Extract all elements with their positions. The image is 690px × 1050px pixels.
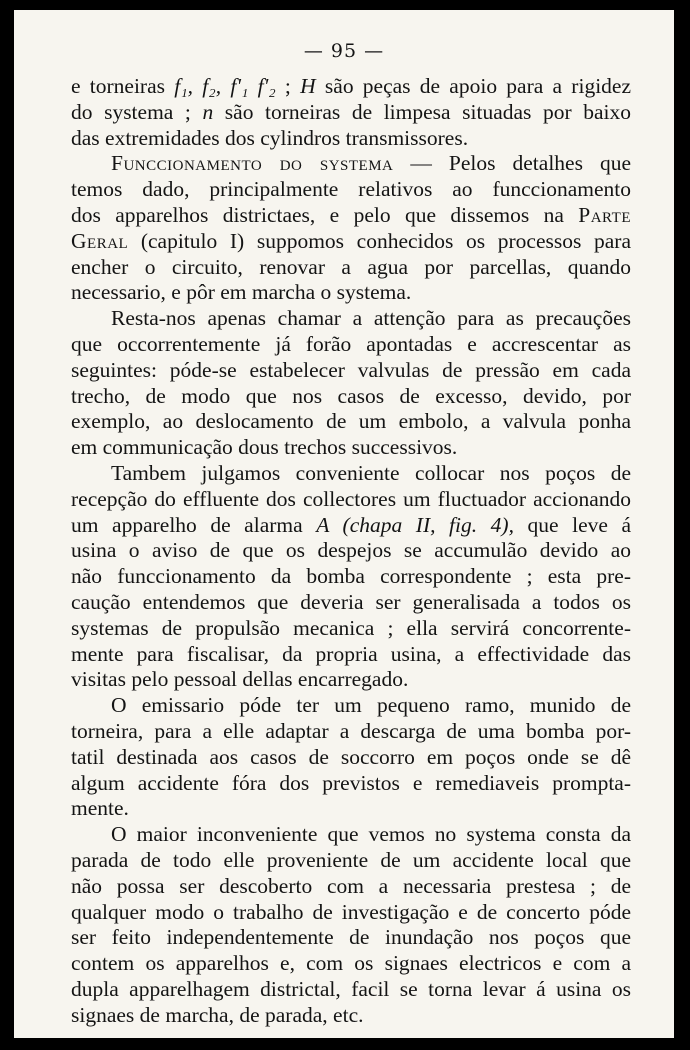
text-segment: caução entendemos que deveria ser generalisada a todos os bbox=[71, 589, 631, 614]
text-segment: mente. bbox=[71, 796, 129, 821]
text-segment: dos apparelhos districtaes, e pelo que dissemos na bbox=[71, 202, 579, 227]
text-segment: recepção do effluente dos collectores um fluctuador accionando bbox=[71, 486, 631, 511]
text-segment: exemplo, ao deslocamento de um embolo, a valvula ponha bbox=[71, 409, 631, 434]
text-line bbox=[71, 719, 631, 745]
text-segment: não funccionamento da bomba correspondente ; esta pre- bbox=[71, 564, 631, 589]
text-segment: torneira, para a elle adaptar a descarga de uma bomba por- bbox=[71, 718, 631, 743]
text-segment: visitas pelo pessoal dellas encarregado. bbox=[71, 667, 409, 692]
text-line bbox=[71, 358, 631, 384]
paragraph bbox=[71, 306, 631, 461]
text-segment: contem os apparelhos e, com os signaes electricos e com a bbox=[71, 951, 631, 976]
text-line bbox=[71, 925, 631, 951]
text-line bbox=[71, 693, 631, 719]
text-segment: Tambem julgamos conveniente collocar nos poços de bbox=[111, 460, 631, 485]
text-segment: das extremidades dos cylindros transmissores. bbox=[71, 125, 469, 150]
text-line bbox=[71, 461, 631, 487]
text-line bbox=[71, 100, 631, 126]
text-line bbox=[71, 771, 631, 797]
text-line bbox=[71, 874, 631, 900]
text-segment: que occorrentemente já forão apontadas e accrescentar as bbox=[71, 331, 631, 356]
text-segment: ser feito independentemente de inundação nos poços que bbox=[71, 925, 631, 950]
text-segment: signaes de marcha, de parada, etc. bbox=[71, 1002, 364, 1027]
page-number: — 95 — bbox=[303, 40, 385, 62]
paragraph bbox=[71, 822, 631, 1028]
text-segment: O emissario póde ter um pequeno ramo, munido de bbox=[111, 693, 631, 718]
text-segment: n bbox=[202, 99, 214, 124]
text-segment: são peças de apoio para a rigidez bbox=[315, 74, 631, 98]
text-line bbox=[71, 822, 631, 848]
text-line bbox=[71, 384, 631, 410]
text-segment: trecho, de modo que nos casos de excesso, devido, por bbox=[71, 383, 631, 408]
text-segment: Geral bbox=[71, 228, 129, 253]
text-segment: qualquer modo o trabalho de investigação e de concerto póde bbox=[71, 899, 631, 924]
text-segment: parada de todo elle proveniente de um accidente local que bbox=[71, 847, 631, 872]
text-segment: mente para fiscalisar, da propria usina, a effectividade das bbox=[71, 641, 631, 666]
text-line bbox=[71, 255, 631, 281]
paragraph bbox=[71, 693, 631, 822]
text-line bbox=[71, 745, 631, 771]
text-line bbox=[71, 900, 631, 926]
text-segment: seguintes: póde-se estabelecer valvulas de pressão em cada bbox=[71, 357, 631, 382]
text-line bbox=[71, 74, 631, 100]
text-line bbox=[71, 332, 631, 358]
text-line bbox=[71, 513, 631, 539]
text-line bbox=[71, 409, 631, 435]
page-body-text bbox=[71, 74, 631, 1028]
text-segment: usina o aviso de que os despejos se accumulão devido ao bbox=[71, 538, 631, 563]
text-line bbox=[71, 151, 631, 177]
text-segment: Funccionamento do systema bbox=[111, 151, 394, 176]
text-line bbox=[71, 1003, 631, 1029]
text-segment: não possa ser descoberto com a necessaria prestesa ; de bbox=[71, 873, 631, 898]
text-segment: (capitulo I) suppomos conhecidos os processos para bbox=[128, 228, 631, 253]
text-segment: são torneiras de limpesa situadas por baixo bbox=[213, 99, 631, 124]
text-segment: systemas de propulsão mecanica ; ella servirá concorrente- bbox=[71, 615, 631, 640]
text-line bbox=[71, 538, 631, 564]
text-line bbox=[71, 796, 631, 822]
text-line bbox=[71, 848, 631, 874]
text-segment: do systema ; bbox=[71, 99, 203, 124]
paragraph bbox=[71, 151, 631, 306]
paragraph bbox=[71, 461, 631, 693]
text-segment: A (chapa II, fig. 4), bbox=[316, 512, 514, 537]
text-segment: H bbox=[300, 74, 316, 98]
text-line bbox=[71, 280, 631, 306]
text-line bbox=[71, 951, 631, 977]
text-line bbox=[71, 487, 631, 513]
text-line bbox=[71, 435, 631, 461]
text-line bbox=[71, 177, 631, 203]
text-line bbox=[71, 616, 631, 642]
text-segment: O maior inconveniente que vemos no systema consta da bbox=[111, 822, 631, 847]
text-line bbox=[71, 667, 631, 693]
text-segment: ; bbox=[275, 74, 301, 98]
text-segment: um apparelho de alarma bbox=[71, 512, 317, 537]
text-segment: f₁, f₂, f'₁ f'₂ bbox=[174, 74, 276, 98]
text-line bbox=[71, 126, 631, 152]
text-segment: encher o circuito, renovar a agua por parcellas, quando bbox=[71, 254, 631, 279]
text-line bbox=[71, 306, 631, 332]
text-segment: Parte bbox=[578, 202, 631, 227]
text-line bbox=[71, 564, 631, 590]
text-line bbox=[71, 642, 631, 668]
text-segment: necessario, e pôr em marcha o systema. bbox=[71, 280, 412, 305]
text-segment: em communicação dous trechos successivos. bbox=[71, 435, 458, 460]
text-segment: temos dado, principalmente relativos ao funccionamento bbox=[71, 177, 631, 202]
paragraph bbox=[71, 74, 631, 151]
text-line bbox=[71, 229, 631, 255]
text-segment: tatil destinada aos casos de soccorro em poços onde se dê bbox=[71, 744, 631, 769]
text-line bbox=[71, 203, 631, 229]
book-page bbox=[14, 10, 674, 1038]
text-segment: algum accidente fóra dos previstos e remediaveis prompta- bbox=[71, 770, 631, 795]
text-segment: Resta-nos apenas chamar a attenção para as precauções bbox=[111, 306, 631, 331]
text-segment: — Pelos detalhes que bbox=[393, 151, 631, 176]
text-segment: dupla apparelhagem districtal, facil se torna levar á usina os bbox=[71, 976, 631, 1001]
text-segment: que leve á bbox=[513, 512, 631, 537]
text-line bbox=[71, 977, 631, 1003]
text-line bbox=[71, 590, 631, 616]
text-segment: e torneiras bbox=[71, 74, 175, 98]
